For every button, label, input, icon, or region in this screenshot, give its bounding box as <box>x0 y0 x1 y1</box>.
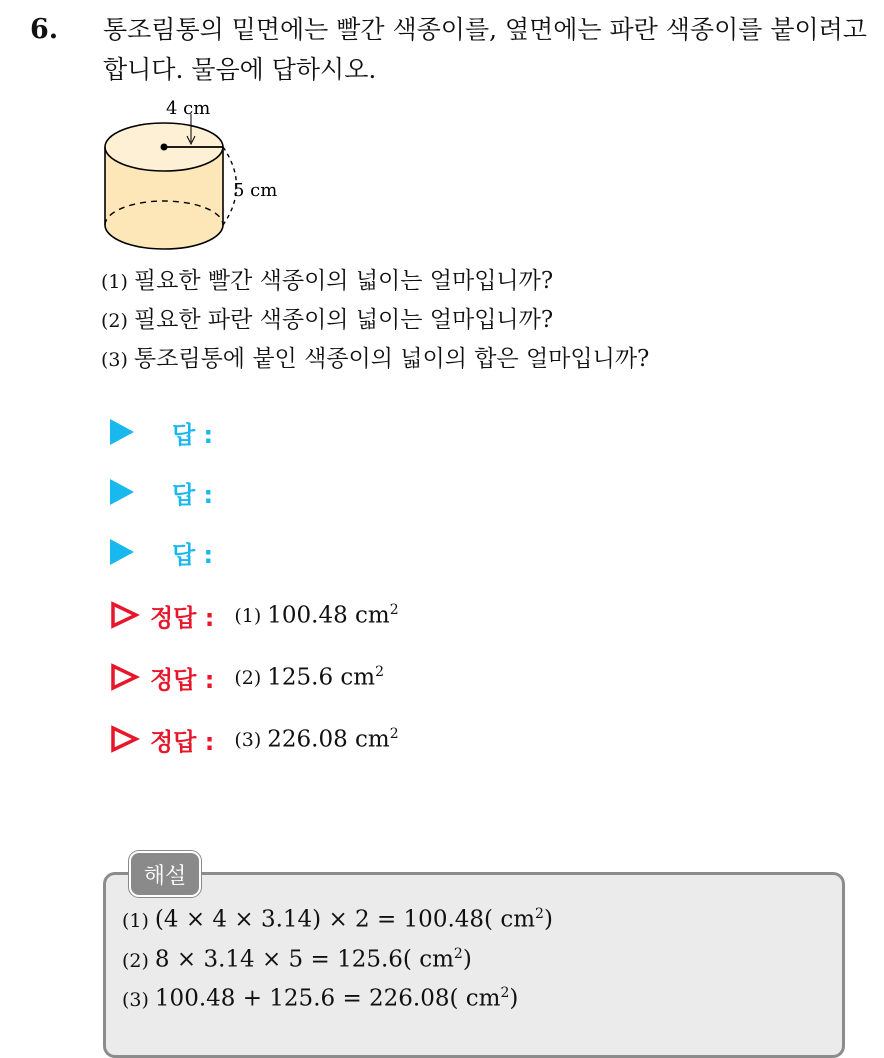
height-label: 5 cm <box>233 180 278 201</box>
outlined-triangle-icon <box>110 601 140 629</box>
question-number: 6. <box>30 14 59 45</box>
sub-question <box>101 301 553 334</box>
sub-question-text: 필요한 빨간 색종이의 넓이는 얼마입니까? <box>133 268 554 294</box>
correct-answer-number: (2) <box>234 667 262 690</box>
superscript: 2 <box>389 725 399 742</box>
correct-label: 정답 : <box>150 727 215 756</box>
explanation-text: 8 × 3.14 × 5 = 125.6( cm <box>154 946 454 973</box>
explanation-line <box>122 985 518 1012</box>
correct-answer-text: 226.08 cm <box>267 726 390 753</box>
explanation-number: (1) <box>122 909 149 932</box>
explanation-tail: ) <box>509 985 519 1012</box>
answer-row[interactable] <box>110 536 213 568</box>
superscript: 2 <box>500 985 510 1001</box>
answer-row[interactable] <box>110 416 213 448</box>
sub-question-text: 통조림통에 붙인 색종이의 넓이의 합은 얼마입니까? <box>133 346 650 372</box>
explanation-tail: ) <box>462 946 472 973</box>
correct-answer-text: 125.6 cm <box>267 664 376 691</box>
explanation-number: (3) <box>122 988 149 1011</box>
correct-answer-row <box>110 598 399 632</box>
cylinder-diagram <box>95 92 295 257</box>
superscript: 2 <box>389 601 399 618</box>
superscript: 2 <box>375 663 385 680</box>
correct-answer-row <box>110 660 384 694</box>
answer-label: 답 : <box>172 540 214 569</box>
answer-label: 답 : <box>172 420 214 449</box>
outlined-triangle-icon <box>110 725 140 753</box>
answer-row[interactable] <box>110 476 213 508</box>
correct-answer-row <box>110 722 399 756</box>
sub-question-number: (3) <box>101 349 128 371</box>
correct-label: 정답 : <box>150 603 215 632</box>
question-text: 통조림통의 밑면에는 빨간 색종이를, 옆면에는 파란 색종이를 붙이려고 합니다. 물음에 답하시오. <box>103 15 867 84</box>
cylinder-figure <box>95 92 295 261</box>
explanation-tail: ) <box>543 906 553 933</box>
answer-label: 답 : <box>172 480 214 509</box>
outlined-triangle-icon <box>110 663 140 691</box>
correct-answer-value <box>234 664 384 691</box>
play-triangle-icon <box>110 539 134 565</box>
superscript: 2 <box>535 906 544 922</box>
correct-answer-text: 100.48 cm <box>267 602 390 629</box>
explanation-line <box>122 906 553 933</box>
sub-question-number: (1) <box>101 271 128 293</box>
correct-label: 정답 : <box>150 665 215 694</box>
explanation-number: (2) <box>122 949 149 972</box>
correct-answer-value <box>234 602 398 629</box>
explanation-title: 해설 <box>129 851 201 897</box>
radius-label: 4 cm <box>166 98 211 119</box>
explanation-text: 100.48 + 125.6 = 226.08( cm <box>154 985 501 1012</box>
sub-question-text: 필요한 파란 색종이의 넓이는 얼마입니까? <box>133 307 554 333</box>
superscript: 2 <box>453 946 463 962</box>
sub-question <box>101 262 553 295</box>
correct-answer-value <box>234 726 398 753</box>
sub-question-number: (2) <box>101 310 128 332</box>
explanation-line <box>122 946 472 973</box>
play-triangle-icon <box>110 479 134 505</box>
correct-answer-number: (1) <box>234 605 262 628</box>
correct-answer-number: (3) <box>234 729 262 752</box>
explanation-text: (4 × 4 × 3.14) × 2 = 100.48( cm <box>154 906 536 933</box>
play-triangle-icon <box>110 419 134 445</box>
sub-question <box>101 340 649 373</box>
